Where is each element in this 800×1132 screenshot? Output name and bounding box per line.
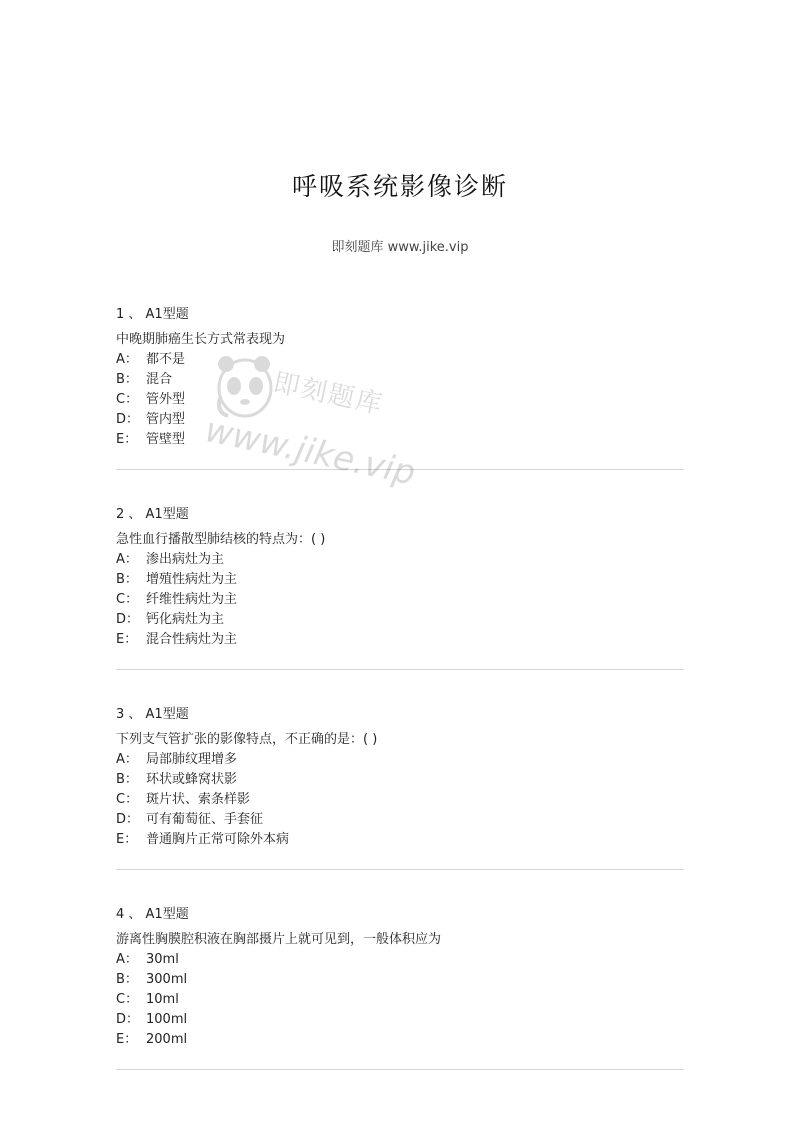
question-stem: 游离性胸膜腔积液在胸部摄片上就可见到，一般体积应为 [116, 932, 442, 947]
option-b [116, 570, 686, 590]
option-text: 渗出病灶为主 [146, 552, 225, 567]
question-divider [116, 469, 684, 470]
option-letter: B： [116, 772, 138, 787]
question-header: 4 、 A1型题 [116, 907, 189, 922]
option-a [116, 950, 686, 970]
watermark-url: www.jike.vip [201, 410, 419, 494]
question-header: 1 、 A1型题 [116, 307, 189, 322]
option-text: 钙化病灶为主 [146, 612, 225, 627]
question-stem: 中晚期肺癌生长方式常表现为 [116, 332, 286, 347]
option-text: 200ml [146, 1032, 188, 1047]
option-letter: A： [116, 752, 138, 767]
option-d [116, 410, 686, 430]
option-letter: C： [116, 992, 139, 1007]
option-text: 100ml [146, 1012, 188, 1027]
option-letter: A： [116, 952, 138, 967]
page-title: 呼吸系统影像诊断 [291, 171, 508, 201]
option-text: 管壁型 [146, 432, 186, 447]
option-letter: C： [116, 592, 139, 607]
option-text: 都不是 [146, 352, 186, 367]
option-letter: E： [116, 1032, 138, 1047]
option-text: 纤维性病灶为主 [146, 592, 238, 607]
option-letter: D： [116, 812, 140, 827]
option-text: 混合 [146, 372, 173, 387]
question-block [116, 505, 686, 650]
question-divider [116, 669, 684, 670]
option-d [116, 1010, 686, 1030]
option-c [116, 790, 686, 810]
option-b [116, 370, 686, 390]
option-letter: A： [116, 552, 138, 567]
option-d [116, 610, 686, 630]
option-a [116, 750, 686, 770]
option-c [116, 390, 686, 410]
question-header: 2 、 A1型题 [116, 507, 189, 522]
option-e [116, 830, 686, 850]
option-text: 局部肺纹理增多 [146, 752, 238, 767]
option-a [116, 550, 686, 570]
option-letter: E： [116, 432, 138, 447]
option-text: 混合性病灶为主 [146, 632, 238, 647]
option-letter: A： [116, 352, 138, 367]
option-b [116, 770, 686, 790]
question-divider [116, 869, 684, 870]
option-e [116, 630, 686, 650]
question-header: 3 、 A1型题 [116, 707, 189, 722]
question-block [116, 705, 686, 850]
option-c [116, 590, 686, 610]
option-c [116, 990, 686, 1010]
option-text: 30ml [146, 952, 179, 967]
option-a [116, 350, 686, 370]
option-letter: D： [116, 1012, 140, 1027]
option-text: 300ml [146, 972, 188, 987]
option-letter: D： [116, 612, 140, 627]
option-letter: C： [116, 792, 139, 807]
option-letter: B： [116, 372, 138, 387]
option-letter: E： [116, 632, 138, 647]
option-letter: C： [116, 392, 139, 407]
option-letter: B： [116, 972, 138, 987]
page-subtitle: 即刻题库 www.jike.vip [331, 240, 469, 255]
question-stem: 急性血行播散型肺结核的特点为：( ) [116, 532, 326, 547]
option-e [116, 430, 686, 450]
option-text: 可有葡萄征、手套征 [146, 812, 264, 827]
option-text: 斑片状、索条样影 [146, 792, 251, 807]
option-text: 管外型 [146, 392, 186, 407]
option-text: 管内型 [146, 412, 186, 427]
option-letter: D： [116, 412, 140, 427]
option-b [116, 970, 686, 990]
option-text: 增殖性病灶为主 [146, 572, 238, 587]
option-letter: E： [116, 832, 138, 847]
option-e [116, 1030, 686, 1050]
option-text: 环状或蜂窝状影 [146, 772, 238, 787]
question-stem: 下列支气管扩张的影像特点，不正确的是：( ) [116, 732, 378, 747]
question-block [116, 305, 686, 450]
option-text: 普通胸片正常可除外本病 [146, 832, 290, 847]
option-d [116, 810, 686, 830]
watermark-brand: 即刻题库 [270, 367, 387, 421]
option-text: 10ml [146, 992, 179, 1007]
question-divider [116, 1069, 684, 1070]
option-letter: B： [116, 572, 138, 587]
question-block [116, 905, 686, 1050]
